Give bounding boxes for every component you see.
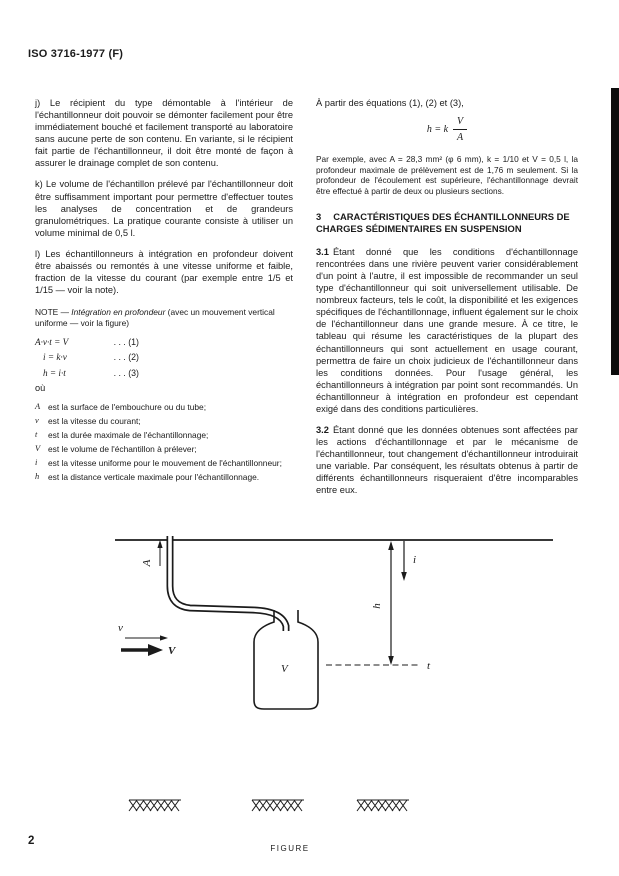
note-italic-term: Intégration en profondeur [71,307,166,318]
formula-fraction [453,115,467,144]
sampler-tube [170,536,286,631]
definition-row-i [35,458,293,469]
formula-denominator: A [457,132,464,144]
paragraph-3-1-text: Étant donné que les conditions d'échantillonnage rencontrées dans une rivière peuvent varier considérablement d'un point à l'autre, il est impossible de recommander un seul type d'échantillonneur qui soit universellement utilisable. De nombreux facteurs, tels le coût, la disponibilité et les exigences spécifiques de l'échantillonnage, influent également sur le choix de l'échantillonneur dans une grande mesure. À ce titre, le tableau qui résume les caractéristiques de la plupart des échantillonneurs qui sont actuellement en usage courant, permettra de faire un choix judicieux de l'échantillonneur dans les conditions données. Pour l'usage général, les échantillonneurs à intégration par point sont recommandés. Un échantillonneur à intégration en profondeur est cependant exigé dans des conditions particulières. [316,246,578,414]
definition-text: est la surface de l'embouchure ou du tube; [48,402,207,413]
ground-hatch-left [129,800,181,811]
current-velocity-arrowhead [160,635,168,640]
definition-symbol: v [35,416,39,426]
scan-edge-artifact [611,88,619,375]
figure-caption: FIGURE [270,844,310,853]
definition-text: est le volume de l'échantillon à prélever; [48,444,197,455]
definition-symbol: i [35,458,38,468]
definition-symbol: A [35,402,41,412]
definition-symbol: t [35,430,38,440]
equation-3 [35,368,293,380]
paragraph-j: j) Le récipient du type démontable à l'intérieur de l'échantillonneur doit pouvoir se démonter facilement pour être immédiatement bouché et facilement transporté au laboratoire sans aucune perte de son contenu. En variante, si le récipient fait partie de l'échantillonneur, il doit être monté de façon à assurer le drainage complet de son contenu. [35,98,293,169]
figure-label-lowering-velocity: i [413,554,417,566]
page-number: 2 [28,835,35,847]
definition-row-t [35,430,293,441]
equation-1-expression: A·v·t = V [35,337,69,348]
equation-3-number: . . . (3) [113,367,139,378]
depth-dimension-arrowhead-bottom [388,656,394,665]
figure-label-mouth-area: A [141,559,153,567]
ground-hatch-right [357,800,409,811]
lowering-velocity-arrowhead [401,572,407,581]
paragraph-k: k) Le volume de l'échantillon prélevé par l'échantillonneur doit être suffisamment important pour permettre d'effectuer toutes les analyses de concentration et de grandeurs granulométriques. La pratique courante consiste à utiliser un volume minimal de 0,5 l. [35,179,293,238]
equation-1-number: . . . (1) [113,337,139,348]
section-3-title: CARACTÉRISTIQUES DES ÉCHANTILLONNEURS DE CHARGES SÉDIMENTAIRES EN SUSPENSION [316,210,570,235]
definition-text: est la distance verticale maximale pour l'échantillonnage. [48,472,260,483]
paragraph-3-1 [316,246,578,415]
paragraph-3-2 [316,424,578,496]
definition-row-V [35,444,293,455]
equation-2-expression: i = k·v [43,352,67,363]
equation-1 [35,337,293,349]
flow-vector-arrowhead [148,644,163,656]
definition-text: est la vitesse uniforme pour le mouvement de l'échantillonneur; [48,458,282,469]
figure-label-current-velocity: v [118,622,123,634]
section-3-heading [316,211,578,236]
section-3-number: 3 [316,210,322,222]
sampler-tube-bore [170,535,286,632]
formula-h-equals-kva [316,115,578,144]
depth-integration-sampler-diagram [105,530,565,830]
definition-row-h [35,472,293,483]
figure-area [105,530,565,830]
equations-intro: À partir des équations (1), (2) et (3), [316,98,464,108]
right-column [316,97,578,505]
mouth-dimension-arrowhead [157,540,162,548]
definition-symbol: h [35,472,40,482]
equation-3-expression: h = i·t [43,367,66,378]
depth-dimension-arrowhead-top [388,541,394,550]
example-paragraph: Par exemple, avec A = 28,3 mm² (φ 6 mm), k = 1/10 et V = 0,5 l, la profondeur maximale de prélèvement est de 1,76 m seulement. Si la profondeur de l'écoulement est supérieure, l'échantillonnage devrait être effectué à partir de deux ou plusieurs sections. [316,154,578,196]
equation-2 [35,352,293,364]
figure-label-depth: h [371,603,383,609]
note-depth-integration [35,307,293,329]
figure-label-time: t [427,660,431,672]
definition-symbol: V [35,444,41,454]
note-prefix: NOTE — [35,307,72,318]
note-suffix: (avec un mouvement vertical uniforme — voir la figure) [35,307,275,329]
left-column [35,97,293,486]
paragraph-3-2-label: 3.2 [316,424,329,435]
ground-hatch-center [252,800,304,811]
formula-lhs: h = k [426,123,449,135]
paragraph-3-2-text: Étant donné que les données obtenues sont affectées par les actions d'échantillonnage et par le mécanisme de l'échantillonneur, tout changement d'échantillonneur introduirait une variable. Par conséquent, les résultats obtenus à partir de différents échantillonneurs risqueraient d'être incomparables entre eux. [316,424,578,496]
definition-row-v [35,416,293,427]
equation-2-number: . . . (2) [113,352,139,363]
figure-label-flow-vector: V [168,645,176,657]
figure-label-sample-volume: V [281,663,288,675]
definition-row-A [35,402,293,413]
paragraph-3-1-label: 3.1 [316,246,329,257]
document-code: ISO 3716-1977 (F) [28,48,124,60]
formula-numerator: V [453,115,467,130]
definition-text: est la vitesse du courant; [48,416,141,427]
paragraph-l: l) Les échantillonneurs à intégration en profondeur doivent être abaissés ou remontés à une vitesse uniforme et faible, fraction de la vitesse du courant (par exemple entre 1/5 et 1/15 — voir la note). [35,248,293,296]
definition-text: est la durée maximale de l'échantillonnage; [48,430,209,441]
where-label: où [35,383,46,394]
